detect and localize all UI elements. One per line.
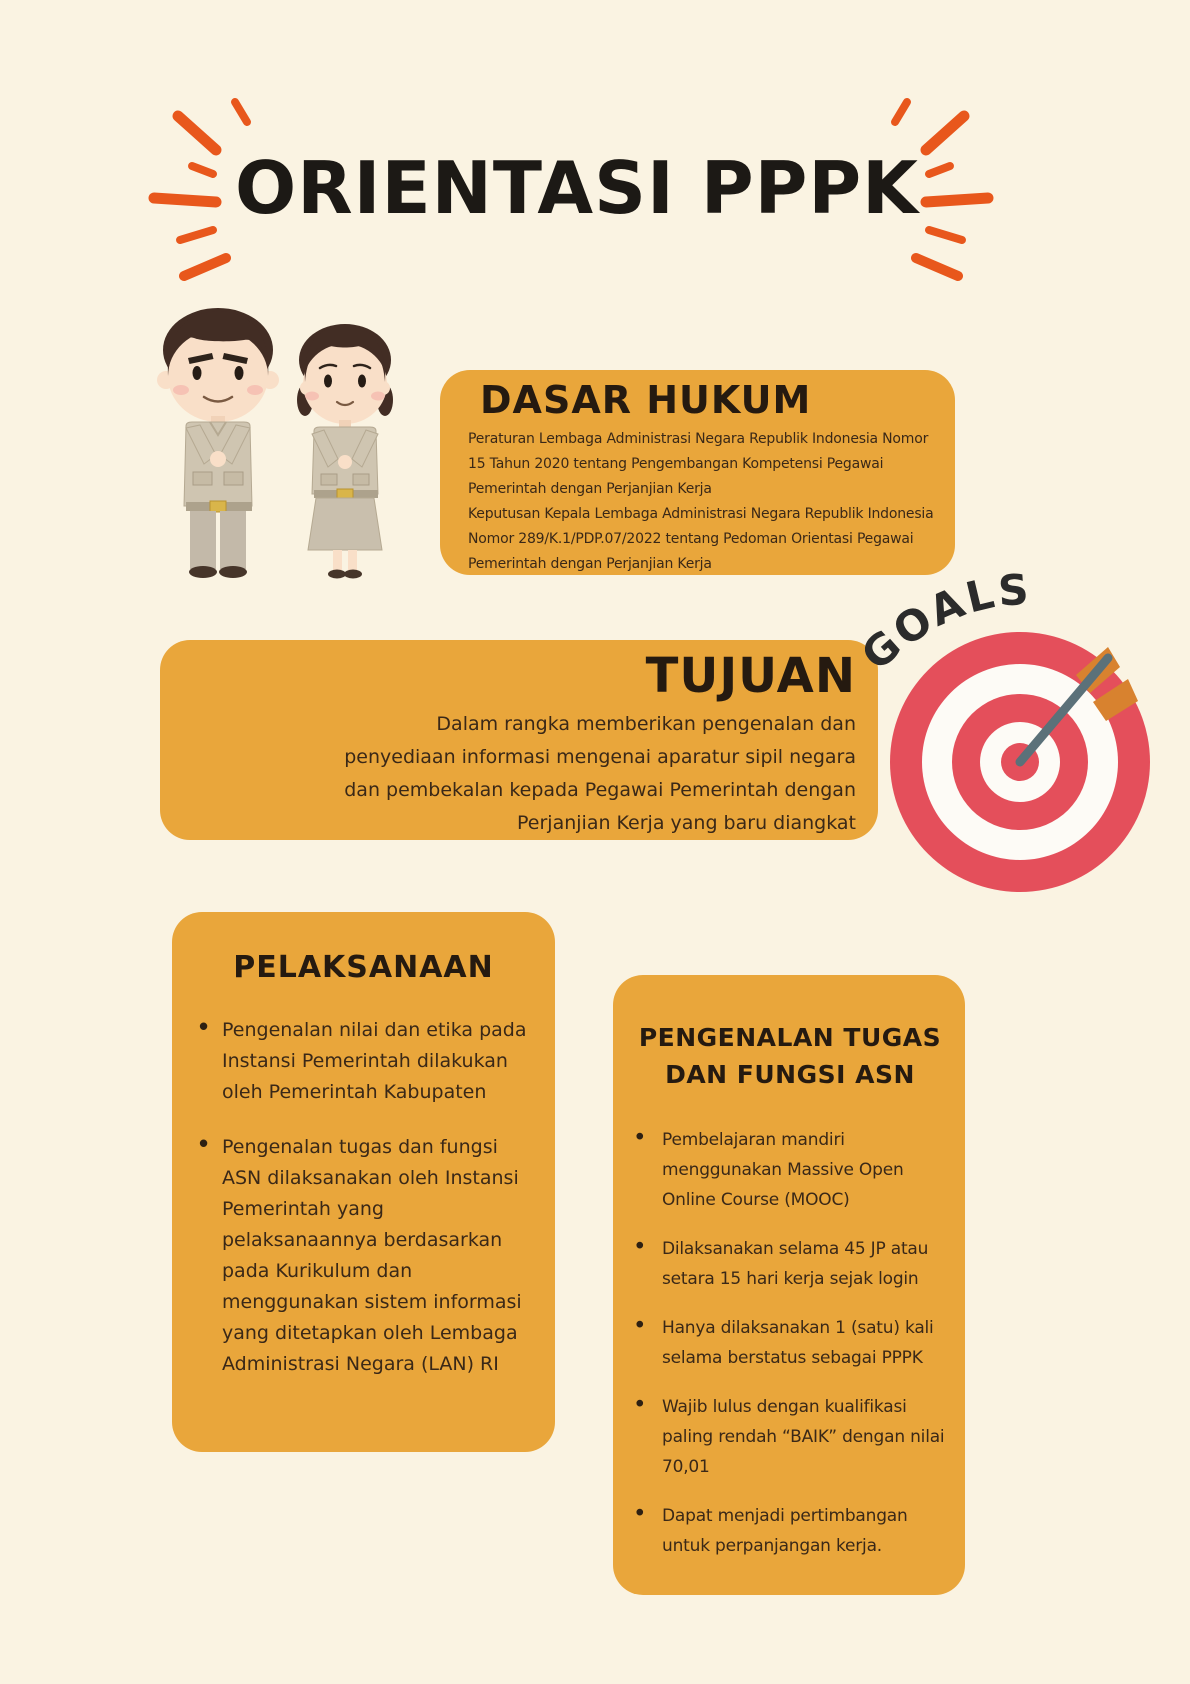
- pengenalan-tugas-heading-line1: PENGENALAN TUGAS: [638, 1023, 942, 1052]
- male-civil-servant: [157, 308, 279, 578]
- goals-target-icon: [850, 555, 1170, 905]
- list-item: • Dapat menjadi pertimbangan untuk perpanjangan kerja.: [627, 1501, 953, 1561]
- tujuan-line: dan pembekalan kepada Pegawai Pemerintah dengan: [344, 779, 856, 801]
- pelaksanaan-heading: PELAKSANAAN: [233, 950, 494, 985]
- list-item: • Pengenalan tugas dan fungsi ASN dilaksanakan oleh Instansi Pemerintah yang pelaksanaannya berdasarkan pada Kurikulum dan menggunakan sistem informasi yang ditetapkan oleh Lembaga Administrasi Negara (LAN) RI: [190, 1132, 537, 1380]
- dasar-hukum-line: Pemerintah dengan Perjanjian Kerja: [468, 481, 712, 497]
- tujuan-line: Perjanjian Kerja yang baru diangkat: [517, 812, 856, 834]
- list-item: • Hanya dilaksanakan 1 (satu) kali selama berstatus sebagai PPPK: [627, 1313, 953, 1373]
- tujuan-body: [200, 708, 856, 840]
- list-item: • Pembelajaran mandiri menggunakan Massive Open Online Course (MOOC): [627, 1125, 953, 1215]
- pengenalan-tugas-list: [627, 1125, 953, 1561]
- sparkle-right-icon: [872, 88, 1002, 293]
- section-pengenalan-tugas: [613, 975, 965, 1595]
- civil-servants-illustration: [140, 298, 420, 583]
- dasar-hukum-line: Keputusan Kepala Lembaga Administrasi Negara Republik Indonesia: [468, 506, 934, 522]
- dasar-hukum-line: Nomor 289/K.1/PDP.07/2022 tentang Pedoman Orientasi Pegawai: [468, 531, 914, 547]
- tujuan-heading: TUJUAN: [645, 648, 856, 704]
- pengenalan-tugas-heading: [627, 1019, 953, 1093]
- section-pelaksanaan: [172, 912, 555, 1452]
- dasar-hukum-line: Pemerintah dengan Perjanjian Kerja: [468, 556, 712, 572]
- dasar-hukum-line: Peraturan Lembaga Administrasi Negara Republik Indonesia Nomor: [468, 431, 929, 447]
- section-tujuan: [160, 640, 878, 840]
- dasar-hukum-heading: DASAR HUKUM: [480, 378, 812, 422]
- dasar-hukum-line: 15 Tahun 2020 tentang Pengembangan Kompetensi Pegawai: [468, 456, 884, 472]
- female-civil-servant: [297, 324, 393, 579]
- page-title: ORIENTASI PPPK: [235, 146, 919, 230]
- list-item: • Dilaksanakan selama 45 JP atau setara 15 hari kerja sejak login: [627, 1234, 953, 1294]
- list-item: • Wajib lulus dengan kualifikasi paling rendah “BAIK” dengan nilai 70,01: [627, 1392, 953, 1482]
- tujuan-line: Dalam rangka memberikan pengenalan dan: [436, 713, 856, 735]
- goals-label: GOALS: [851, 564, 1033, 680]
- section-dasar-hukum: [440, 370, 955, 575]
- tujuan-line: penyediaan informasi mengenai aparatur sipil negara: [344, 746, 856, 768]
- pelaksanaan-list: [190, 1015, 537, 1380]
- list-item: • Pengenalan nilai dan etika pada Instansi Pemerintah dilakukan oleh Pemerintah Kabupaten: [190, 1015, 537, 1108]
- pengenalan-tugas-heading-line2: DAN FUNGSI ASN: [665, 1060, 915, 1089]
